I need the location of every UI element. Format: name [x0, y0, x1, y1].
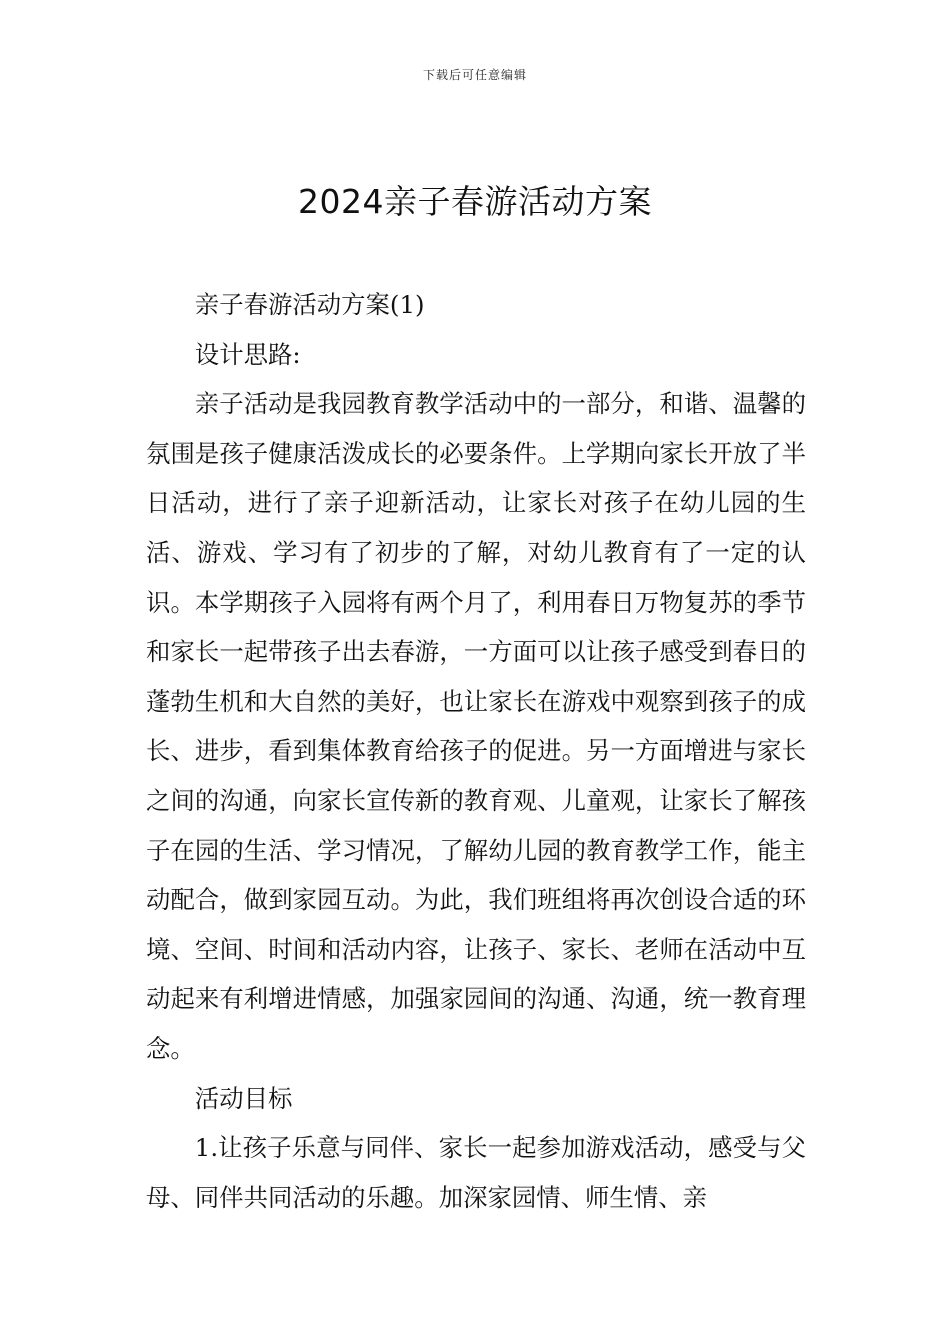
goal-item-1: 1.让孩子乐意与同伴、家长一起参加游戏活动，感受与父母、同伴共同活动的乐趣。加深家园情、师生情、亲 [146, 1133, 806, 1212]
document-body [146, 280, 806, 1222]
goals-heading: 活动目标 [194, 1083, 293, 1113]
design-paragraph: 亲子活动是我园教育教学活动中的一部分，和谐、温馨的氛围是孩子健康活泼成长的必要条件。上学期向家长开放了半日活动，进行了亲子迎新活动，让家长对孩子在幼儿园的生活、游戏、学习有了初步的了解，对幼儿教育有了一定的认识。本学期孩子入园将有两个月了，利用春日万物复苏的季节和家长一起带孩子出去春游，一方面可以让孩子感受到春日的蓬勃生机和大自然的美好，也让家长在游戏中观察到孩子的成长、进步，看到集体教育给孩子的促进。另一方面增进与家长之间的沟通，向家长宣传新的教育观、儿童观，让家长了解孩子在园的生活、学习情况，了解幼儿园的教育教学工作，能主动配合，做到家园互动。为此，我们班组将再次创设合适的环境、空间、时间和活动内容，让孩子、家长、老师在活动中互动起来有利增进情感，加强家园间的沟通、沟通，统一教育理念。 [146, 389, 806, 1063]
document-title: 2024亲子春游活动方案 [298, 182, 652, 221]
section-title: 亲子春游活动方案(1) [194, 290, 425, 319]
page-header-note: 下载后可任意编辑 [422, 68, 527, 82]
design-heading: 设计思路: [194, 339, 301, 369]
